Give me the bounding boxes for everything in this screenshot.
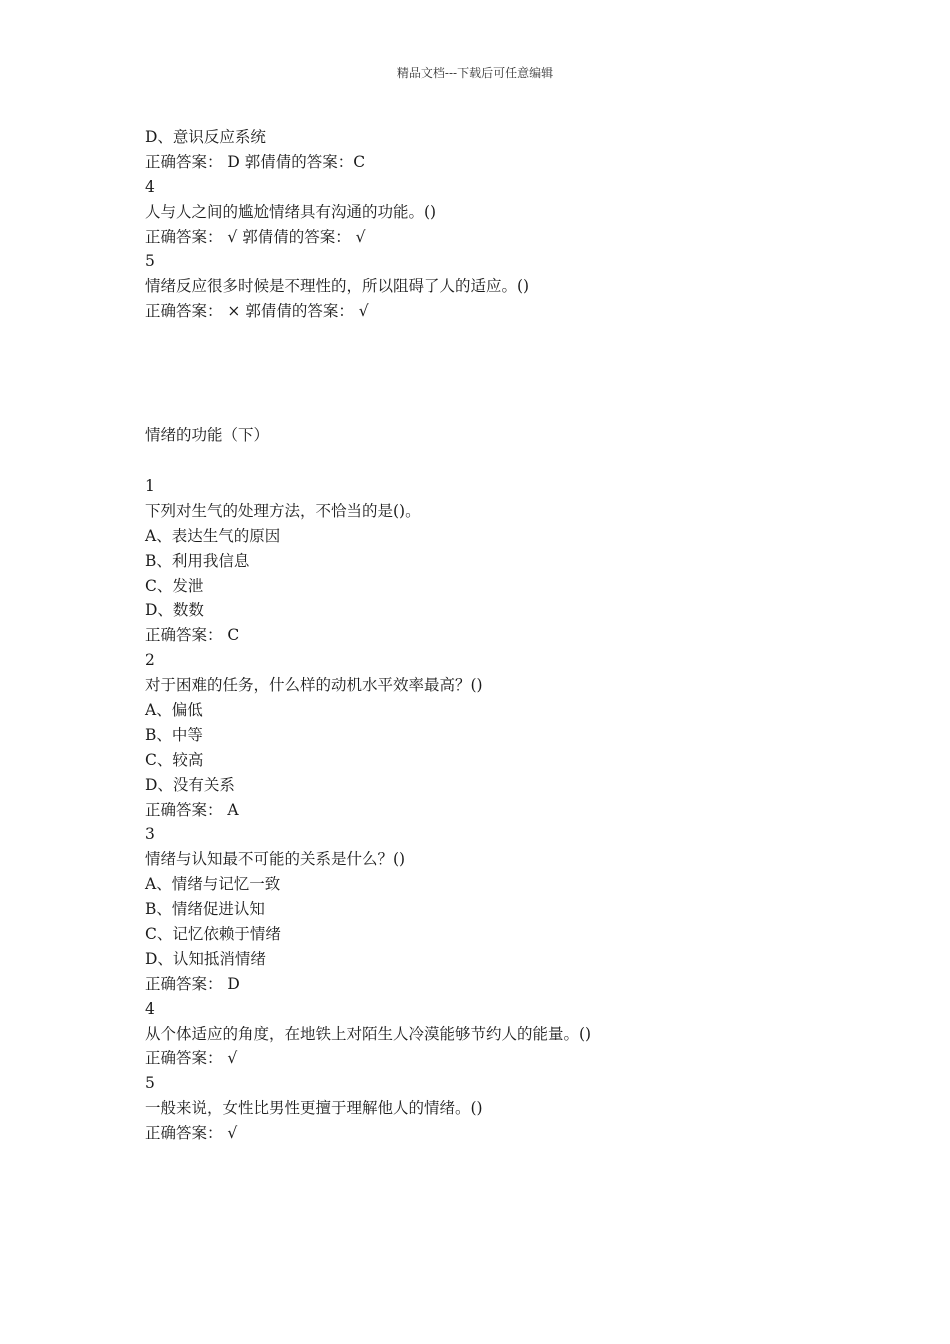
answer-line: 正确答案： D [145, 974, 240, 993]
option-d: D、数数 [145, 601, 204, 620]
section-questions-block [145, 474, 845, 1146]
question-text: 一般来说，女性比男性更擅于理解他人的情绪。() [145, 1099, 483, 1118]
option-a: A、表达生气的原因 [145, 526, 281, 545]
option-c: C、发泄 [145, 576, 204, 595]
question-number: 1 [145, 477, 155, 495]
option-d: D、认知抵消情绪 [145, 949, 266, 968]
question-text: 下列对生气的处理方法，不恰当的是()。 [145, 501, 421, 520]
previous-questions-block [145, 125, 845, 324]
answer-line: 正确答案： √ 郭倩倩的答案： √ [145, 227, 366, 246]
question-number: 4 [145, 999, 155, 1018]
option-b: B、中等 [145, 725, 203, 744]
question-text: 对于困难的任务，什么样的动机水平效率最高？() [145, 676, 483, 695]
answer-line: 正确答案： C [145, 626, 240, 645]
answer-line: 正确答案： × 郭倩倩的答案： √ [145, 302, 369, 321]
question-number: 4 [145, 177, 155, 196]
answer-line: 正确答案： D 郭倩倩的答案：C [145, 152, 366, 171]
question-text: 从个体适应的角度，在地铁上对陌生人冷漠能够节约人的能量。() [145, 1024, 592, 1043]
question-number: 5 [145, 252, 155, 271]
question-text: 人与人之间的尴尬情绪具有沟通的功能。() [145, 202, 437, 221]
option-b: B、利用我信息 [145, 551, 250, 570]
question-number: 3 [145, 825, 155, 844]
option-a: A、情绪与记忆一致 [145, 875, 281, 894]
option-c: C、较高 [145, 750, 204, 769]
option-c: C、记忆依赖于情绪 [145, 925, 281, 944]
answer-line: 正确答案： √ [145, 1049, 238, 1068]
answer-line: 正确答案： A [145, 800, 239, 819]
section-title: 情绪的功能（下） [145, 426, 270, 444]
question-text: 情绪与认知最不可能的关系是什么？() [145, 850, 406, 869]
question-number: 2 [145, 651, 155, 670]
option-a: A、偏低 [145, 701, 203, 720]
question-text: 情绪反应很多时候是不理性的，所以阻碍了人的适应。() [145, 277, 530, 296]
option-d: D、没有关系 [145, 775, 235, 794]
question-number: 5 [145, 1074, 155, 1093]
option-d-line: D、意识反应系统 [145, 128, 266, 146]
answer-line: 正确答案： √ [145, 1124, 238, 1143]
section-title-block [145, 423, 845, 448]
option-b: B、情绪促进认知 [145, 900, 265, 919]
page-header: 精品文档---下载后可任意编辑 [396, 66, 554, 80]
